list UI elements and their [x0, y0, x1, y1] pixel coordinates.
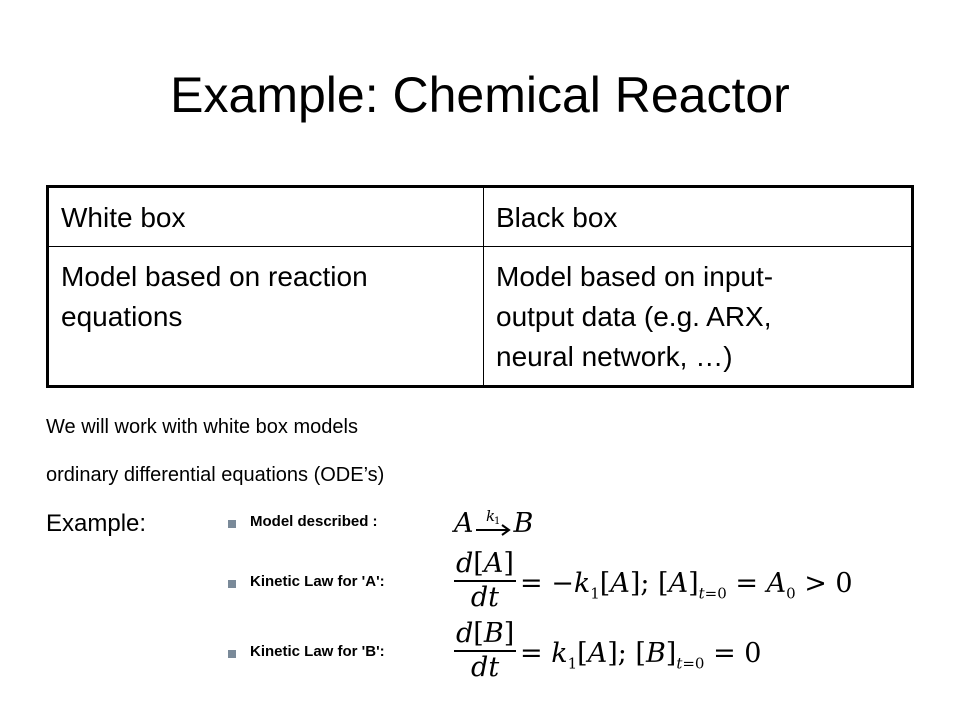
kinetic-law-b-label: Kinetic Law for 'B':: [250, 643, 385, 660]
text-ode: ordinary differential equations (ODE’s): [46, 464, 385, 486]
cell-black-box-description: Model based on input- output data (e.g. ARX, neural network, …): [484, 247, 913, 387]
equation-kinetic-law-b: [228, 618, 788, 683]
slide-title: Example: Chemical Reactor: [170, 67, 790, 123]
example-label: Example:: [46, 510, 147, 537]
cell-white-box-description: Model based on reaction equations: [48, 247, 484, 387]
table-header-row: [48, 187, 913, 247]
svg-text:1: 1: [493, 515, 500, 527]
denominator-dt: dt: [470, 582, 500, 613]
table-row: [48, 247, 913, 387]
comparison-table: [46, 185, 914, 388]
numerator-b: d[B]: [456, 618, 515, 649]
text-white-box-models: We will work with white box models: [46, 416, 358, 438]
header-white-box: White box: [48, 187, 484, 247]
bullet-icon: [228, 520, 236, 528]
header-black-box: Black box: [484, 187, 913, 247]
svg-text:k: k: [485, 509, 495, 525]
model-described-label: Model described :: [250, 513, 378, 530]
rhs-a: = $-k_1[A]$; $[A]_{t=0} = A_0 > 0$: [520, 568, 853, 603]
species-b: B: [513, 508, 534, 539]
reaction-equation: [454, 508, 533, 540]
numerator-a: d[A]: [456, 548, 514, 579]
bullet-icon: [228, 650, 236, 658]
denominator-dt: dt: [471, 652, 500, 683]
reaction-arrow-icon: [474, 510, 514, 540]
rhs-b: = $k_1[A]$; $[B]_{t=0} = 0$: [520, 638, 762, 673]
derivative-b: [454, 618, 516, 684]
equation-kinetic-law-a: [228, 548, 878, 613]
bullet-icon: [228, 580, 236, 588]
species-a: A: [454, 508, 474, 539]
kinetic-law-a-label: Kinetic Law for 'A':: [250, 573, 385, 590]
derivative-a: [454, 548, 516, 614]
